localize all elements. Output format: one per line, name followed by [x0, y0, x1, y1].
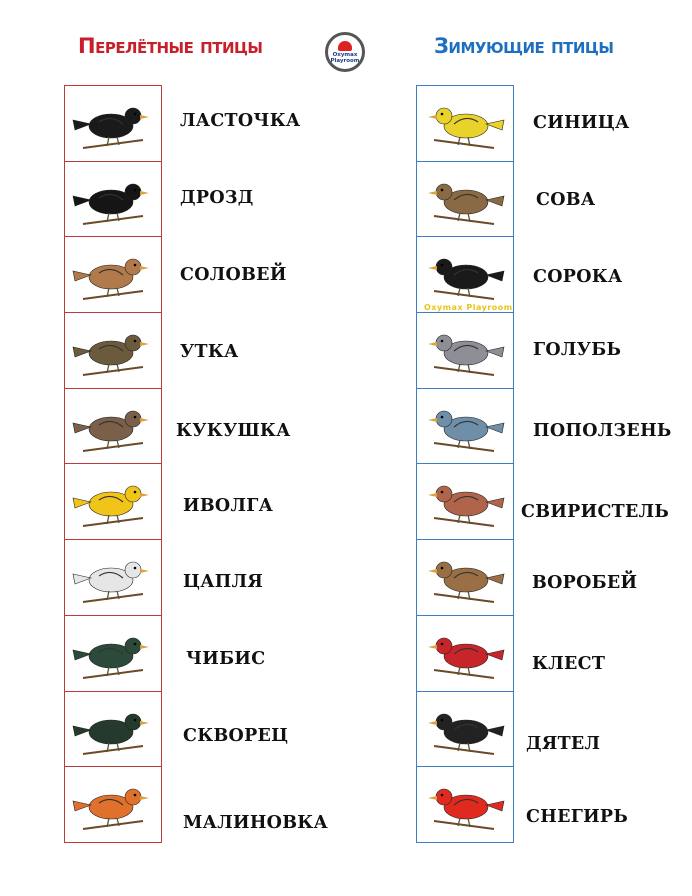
sparrow-icon: [421, 544, 508, 611]
bird-card: [416, 388, 514, 465]
cuckoo-icon: [69, 393, 156, 460]
bird-card: [416, 766, 514, 843]
bird-card: [416, 691, 514, 768]
bird-card: [64, 691, 162, 768]
heron-icon: [69, 544, 156, 611]
bird-name: СНЕГИРЬ: [526, 807, 629, 827]
bird-card: [64, 463, 162, 540]
bird-card: [64, 312, 162, 389]
bird-card: [64, 539, 162, 616]
bird-card: [64, 766, 162, 843]
bird-card: [64, 85, 162, 162]
bird-card: [64, 161, 162, 238]
bird-name: КУКУШКА: [176, 421, 291, 441]
bird-card: [416, 85, 514, 162]
tit-icon: [421, 90, 508, 157]
magpie-icon: [421, 241, 508, 308]
bird-name: СОРОКА: [533, 267, 623, 287]
watermark: Oxymax Playroom: [424, 303, 513, 312]
bird-card: [416, 463, 514, 540]
bird-name: ПОПОЛЗЕНЬ: [533, 421, 672, 441]
bird-card: [416, 312, 514, 389]
waxwing-icon: [421, 468, 508, 535]
bird-name: СОЛОВЕЙ: [180, 265, 287, 285]
bird-card: [64, 388, 162, 465]
wintering-birds-heading: Зимующие птицы: [434, 34, 614, 58]
bird-name: КЛЕСТ: [532, 654, 606, 674]
bird-card: [64, 615, 162, 692]
bird-name: СОВА: [536, 190, 596, 210]
swallow-icon: [69, 90, 156, 157]
logo-line1: Oxymax: [332, 51, 358, 58]
crossbill-icon: [421, 620, 508, 687]
bird-name: ЛАСТОЧКА: [180, 111, 301, 131]
bird-name: ИВОЛГА: [183, 496, 274, 516]
bird-name: ВОРОБЕЙ: [532, 573, 638, 593]
woodpecker-icon: [421, 696, 508, 763]
bird-card: [64, 236, 162, 313]
oxymax-logo: [325, 32, 365, 72]
bird-name: СИНИЦА: [533, 113, 630, 133]
bird-card: [416, 236, 514, 313]
wintering-birds-column: [416, 85, 514, 843]
bird-name: СВИРИСТЕЛЬ: [521, 502, 670, 522]
bird-name: ЧИБИС: [186, 649, 266, 669]
migratory-birds-heading: Перелётные птицы: [78, 34, 263, 58]
bird-name: ЦАПЛЯ: [183, 572, 264, 592]
bird-card: [416, 539, 514, 616]
bullfinch-icon: [421, 771, 508, 838]
duck-icon: [69, 317, 156, 384]
migratory-birds-column: [64, 85, 162, 843]
bird-name: ДРОЗД: [180, 188, 254, 208]
owl-icon: [421, 166, 508, 233]
bird-name: УТКА: [180, 342, 239, 362]
starling-icon: [69, 696, 156, 763]
pigeon-icon: [421, 317, 508, 384]
lapwing-icon: [69, 620, 156, 687]
nuthatch-icon: [421, 393, 508, 460]
bird-name: ДЯТЕЛ: [526, 734, 601, 754]
logo-mark-icon: [338, 41, 352, 51]
oriole-icon: [69, 468, 156, 535]
robin-icon: [69, 771, 156, 838]
bird-name: СКВОРЕЦ: [183, 726, 289, 746]
bird-name: ГОЛУБЬ: [533, 340, 622, 360]
bird-name: МАЛИНОВКА: [183, 813, 329, 833]
thrush-icon: [69, 166, 156, 233]
bird-card: [416, 615, 514, 692]
nightingale-icon: [69, 241, 156, 308]
logo-line2: Playroom: [330, 57, 360, 64]
bird-card: [416, 161, 514, 238]
